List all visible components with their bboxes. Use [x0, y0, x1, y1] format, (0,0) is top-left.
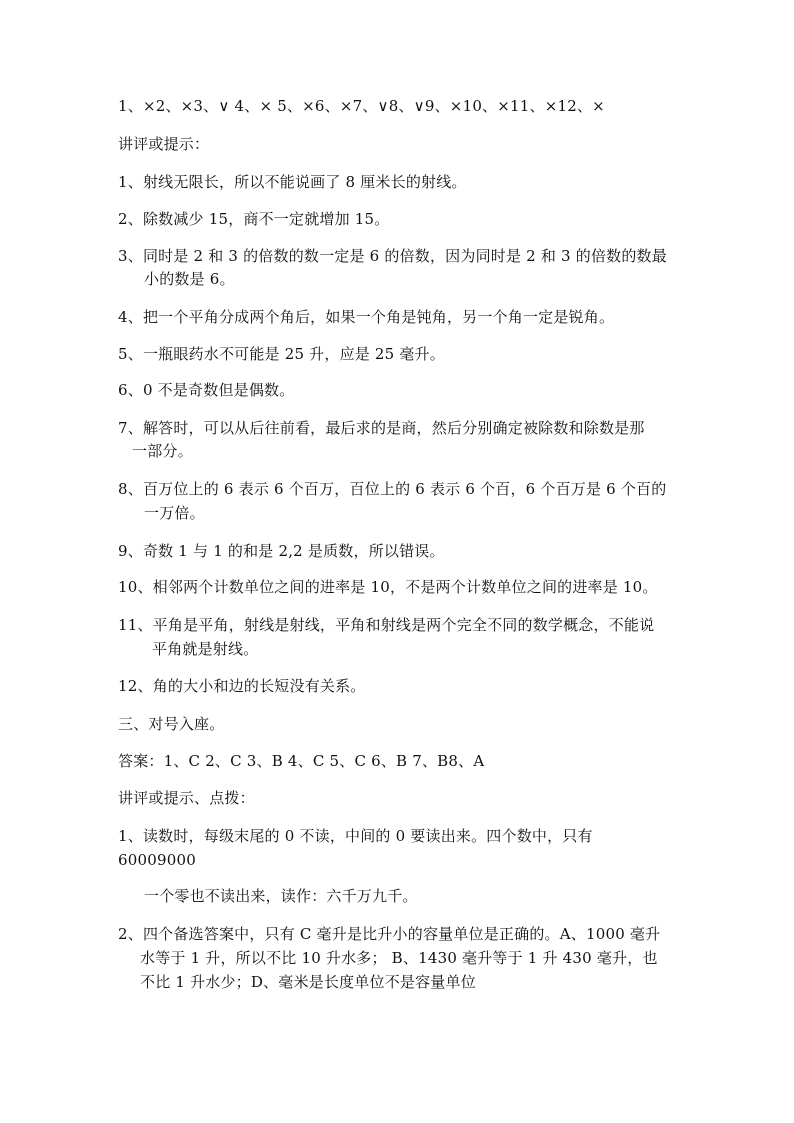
list-item: 8、百万位上的 6 表示 6 个百万，百位上的 6 表示 6 个百，6 个百万是 6 个百的 — [118, 480, 667, 498]
list-item: 6、0 不是奇数但是偶数。 — [118, 381, 295, 399]
list-item-continuation: 一万倍。 — [144, 504, 205, 522]
list-item: 7、解答时，可以从后往前看，最后求的是商，然后分别确定被除数和除数是那 — [118, 419, 645, 437]
list-item: 4、把一个平角分成两个角后，如果一个角是钝角，另一个角一定是锐角。 — [118, 308, 615, 326]
list-item: 3、同时是 2 和 3 的倍数的数一定是 6 的倍数，因为同时是 2 和 3 的倍数的数最 — [118, 247, 667, 265]
list-item-continuation: 60009000 — [118, 851, 196, 869]
list-item-continuation: 水等于 1 升，所以不比 10 升水多； B、1430 毫升等于 1 升 430 毫升，也 — [140, 949, 658, 967]
list-item-continuation: 一部分。 — [132, 442, 193, 460]
list-item-continuation: 小的数是 6。 — [144, 270, 235, 288]
list-item-continuation: 不比 1 升水少；D、毫米是长度单位不是容量单位 — [140, 973, 476, 991]
list-item: 5、一瓶眼药水不可能是 25 升，应是 25 毫升。 — [118, 345, 445, 363]
list-item: 1、射线无限长，所以不能说画了 8 厘米长的射线。 — [118, 173, 467, 191]
list-item-continuation: 一个零也不读出来，读作：六千万九千。 — [144, 887, 418, 905]
answers-line: 1、×2、×3、∨ 4、× 5、×6、×7、∨8、∨9、×10、×11、×12、× — [118, 97, 605, 115]
section-three-title: 三、对号入座。 — [118, 715, 225, 733]
section-three-answers: 答案：1、C 2、C 3、B 4、C 5、C 6、B 7、B8、A — [118, 752, 485, 770]
list-item: 2、除数减少 15，商不一定就增加 15。 — [118, 210, 390, 228]
list-item-continuation: 平角就是射线。 — [152, 640, 259, 658]
list-item: 11、平角是平角，射线是射线，平角和射线是两个完全不同的数学概念，不能说 — [118, 616, 655, 634]
list-item: 1、读数时，每级末尾的 0 不读，中间的 0 要读出来。四个数中，只有 — [118, 827, 593, 845]
section-three-hint-heading: 讲评或提示、点拨： — [118, 789, 255, 807]
hint-heading: 讲评或提示： — [118, 135, 210, 153]
list-item: 10、相邻两个计数单位之间的进率是 10，不是两个计数单位之间的进率是 10。 — [118, 578, 658, 596]
list-item: 2、四个备选答案中，只有 C 毫升是比升小的容量单位是正确的。A、1000 毫升 — [118, 925, 661, 943]
list-item: 12、角的大小和边的长短没有关系。 — [118, 677, 366, 695]
list-item: 9、奇数 1 与 1 的和是 2,2 是质数，所以错误。 — [118, 542, 445, 560]
